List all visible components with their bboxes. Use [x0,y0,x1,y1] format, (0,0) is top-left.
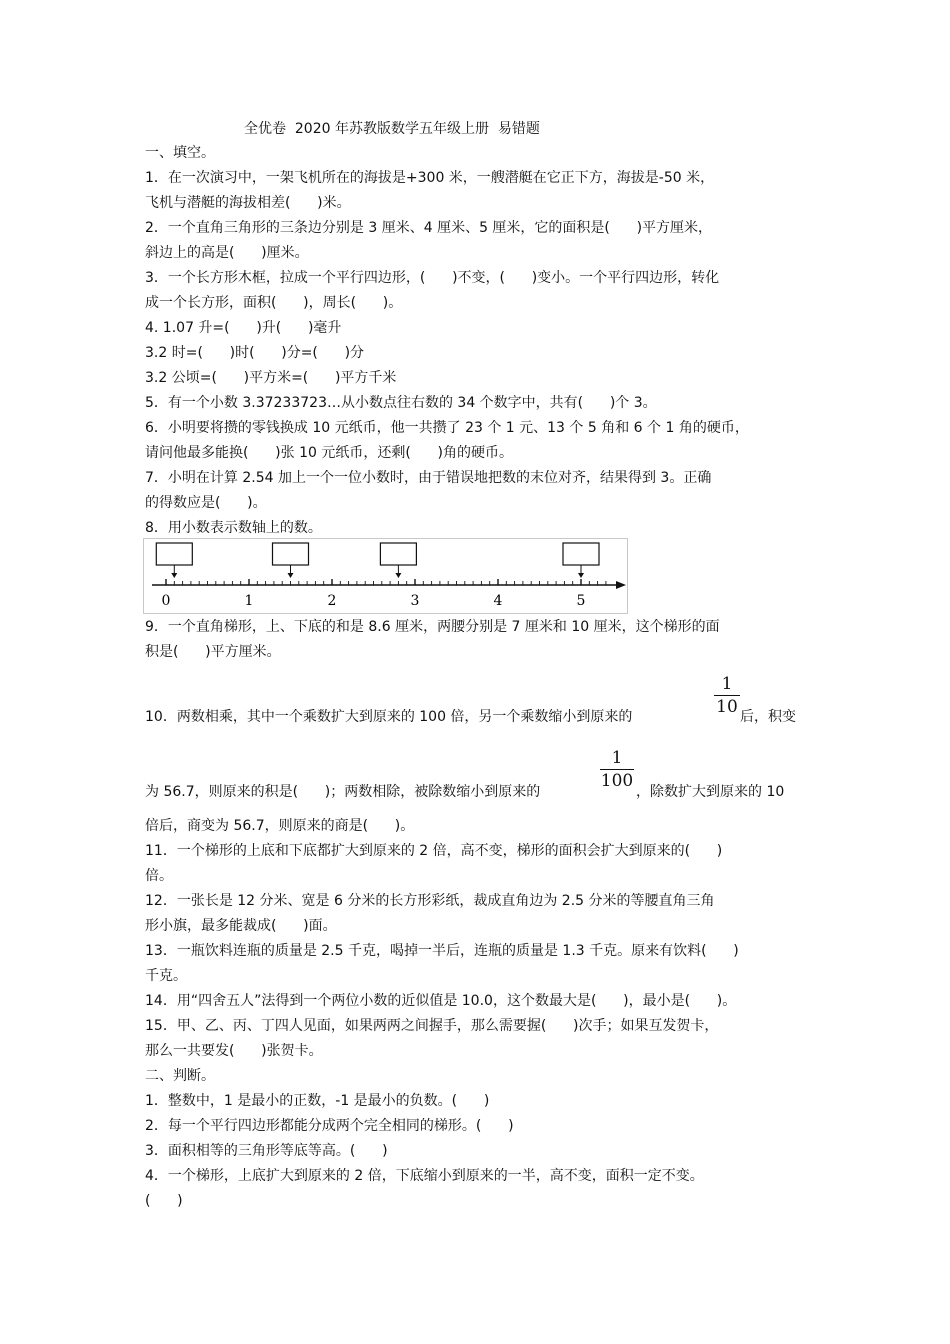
number-line-label: 1 [244,593,254,609]
number-line-label: 4 [493,593,503,609]
question-10-line-1-end: 后，积变 [740,709,796,725]
number-line-ticks [166,579,606,585]
answer-box-rect[interactable] [563,543,599,565]
judge-question-4-line-2: ( ) [145,1193,183,1209]
pointer-arrowhead [578,573,584,578]
fraction-bar [600,769,634,770]
question-13-line-2: 千克。 [145,968,187,984]
number-line-label: 0 [161,593,171,609]
question-3-line-2: 成一个长方形，面积( )，周长( )。 [145,295,403,311]
question-15-line-1: 15．甲、乙、丙、丁四人见面，如果两两之间握手，那么需要握( )次手；如果互发贺卡， [145,1018,719,1034]
question-4-line-1: 4. 1.07 升=( )升( )毫升 [145,320,342,336]
question-15-line-2: 那么一共要发( )张贺卡。 [145,1043,323,1059]
question-8: 8．用小数表示数轴上的数。 [145,520,322,536]
section-heading-fill-blank: 一、填空。 [145,145,215,161]
answer-box[interactable] [380,543,416,578]
question-2-line-2: 斜边上的高是( )厘米。 [145,245,309,261]
number-line-labels [162,593,586,609]
question-14: 14．用“四舍五人”法得到一个两位小数的近似值是 10.0，这个数最大是( )，最小是( )。 [145,993,737,1009]
pointer-arrowhead [171,573,177,578]
answer-box-rect[interactable] [156,543,192,565]
page-title: 全优卷 2020 年苏教版数学五年级上册 易错题 [244,121,540,137]
question-4-line-2: 3.2 时=( )时( )分=( )分 [145,345,365,361]
number-line-answer-boxes [156,543,599,578]
question-10-line-3: 倍后，商变为 56.7，则原来的商是( )。 [145,818,415,834]
question-4-line-3: 3.2 公顷=( )平方米=( )平方千米 [145,370,397,386]
question-6-line-1: 6．小明要将攒的零钱换成 10 元纸币，他一共攒了 23 个 1 元、13 个 5 角和 6 个 1 角的硬币， [145,420,749,436]
number-line-svg [144,539,627,613]
question-5: 5．有一个小数 3.37233723…从小数点往右数的 34 个数字中，共有( )个 3。 [145,395,657,411]
fraction-denominator: 10 [716,697,738,717]
judge-question-3: 3．面积相等的三角形等底等高。( ) [145,1143,388,1159]
question-7-line-1: 7．小明在计算 2.54 加上一个一位小数时，由于错误地把数的末位对齐，结果得到 3。正确 [145,470,712,486]
pointer-arrowhead [395,573,401,578]
fraction-numerator: 1 [611,748,623,768]
question-1-line-1: 1．在一次演习中，一架飞机所在的海拔是+300 米，一艘潜艇在它正下方，海拔是-50 米， [145,170,715,186]
question-2-line-1: 2．一个直角三角形的三条边分别是 3 厘米、4 厘米、5 厘米，它的面积是( )平方厘米， [145,220,713,236]
judge-question-2: 2．每一个平行四边形都能分成两个完全相同的梯形。( ) [145,1118,514,1134]
fraction-one-tenth [714,674,740,717]
question-9-line-2: 积是( )平方厘米。 [145,644,281,660]
question-12-line-1: 12．一张长是 12 分米、宽是 6 分米的长方形彩纸，裁成直角边为 2.5 分米的等腰直角三角 [145,893,715,909]
number-line-label: 5 [576,593,586,609]
question-11-line-1: 11．一个梯形的上底和下底都扩大到原来的 2 倍，高不变，梯形的面积会扩大到原来的( ) [145,843,723,859]
question-6-line-2: 请问他最多能换( )张 10 元纸币，还剩( )角的硬币。 [145,445,513,461]
question-9-line-1: 9．一个直角梯形，上、下底的和是 8.6 厘米，两腰分别是 7 厘米和 10 厘米，这个梯形的面 [145,619,720,635]
fraction-numerator: 1 [721,674,733,694]
fraction-one-hundredth [600,748,634,791]
question-12-line-2: 形小旗，最多能裁成( )面。 [145,918,337,934]
answer-box-rect[interactable] [380,543,416,565]
judge-question-1: 1．整数中，1 是最小的正数，-1 是最小的负数。( ) [145,1093,490,1109]
number-line-arrowhead [616,581,626,589]
pointer-arrowhead [288,573,294,578]
answer-box[interactable] [156,543,192,578]
question-13-line-1: 13．一瓶饮料连瓶的质量是 2.5 千克，喝掉一半后，连瓶的质量是 1.3 千克。原来有饮料( ) [145,943,739,959]
question-10-line-1: 10．两数相乘，其中一个乘数扩大到原来的 100 倍，另一个乘数缩小到原来的 [145,709,633,725]
number-line-label: 2 [327,593,337,609]
answer-box-rect[interactable] [273,543,309,565]
fraction-denominator: 100 [600,771,634,791]
answer-box[interactable] [563,543,599,578]
answer-box[interactable] [273,543,309,578]
judge-question-4-line-1: 4．一个梯形，上底扩大到原来的 2 倍，下底缩小到原来的一半，高不变，面积一定不变。 [145,1168,704,1184]
question-11-line-2: 倍。 [145,868,173,884]
section-heading-true-false: 二、判断。 [145,1068,215,1084]
question-10-line-2: 为 56.7，则原来的积是( )；两数相除，被除数缩小到原来的 [145,784,541,800]
question-10-line-2-end: ，除数扩大到原来的 10 [636,784,785,800]
fraction-bar [714,695,740,696]
question-3-line-1: 3．一个长方形木框，拉成一个平行四边形，( )不变，( )变小。一个平行四边形，转化 [145,270,720,286]
question-7-line-2: 的得数应是( )。 [145,495,267,511]
number-line-label: 3 [410,593,420,609]
question-1-line-2: 飞机与潜艇的海拔相差( )米。 [145,195,351,211]
number-line-figure [143,538,628,614]
